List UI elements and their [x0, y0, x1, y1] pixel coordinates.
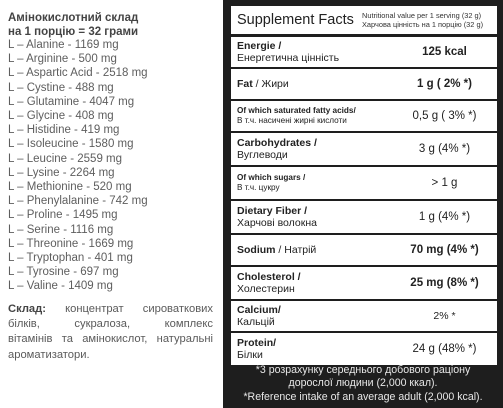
amino-acid-item: L – Valine - 1409 mg	[8, 280, 113, 293]
serving-line-ua: Харчова цінність на 1 порцію (32 g)	[362, 19, 484, 29]
row-name-ua: Енергетична цінність	[237, 52, 340, 64]
composition-line-2: білків, сукралоза, комплекс	[8, 318, 213, 331]
row-name-en: Carbohydrates /	[237, 137, 317, 149]
facts-row-sodium	[231, 235, 497, 267]
row-name-en: Of which sugars /	[237, 173, 306, 182]
row-value: 0,5 g ( 3% *)	[412, 110, 477, 122]
facts-row-energy	[231, 37, 497, 69]
facts-row-cholesterol	[231, 267, 497, 301]
facts-row-dietary-fiber	[231, 201, 497, 235]
row-name-ua: В т.ч. насичені жирні кислоти	[237, 116, 347, 125]
amino-acid-item: L – Alanine - 1169 mg	[8, 39, 119, 51]
facts-row-saturated-fat	[231, 101, 497, 133]
row-value: 1 g ( 2% *)	[417, 78, 472, 90]
composition-label: Склад:	[8, 303, 46, 315]
amino-acid-list	[8, 38, 148, 294]
row-name-ua: Вуглеводи	[237, 149, 288, 161]
amino-acid-item: L – Tyrosine - 697 mg	[8, 266, 119, 279]
supplement-facts-panel	[223, 0, 503, 408]
reference-notes	[227, 364, 499, 404]
amino-acid-item: L – Tryptophan - 401 mg	[8, 252, 133, 265]
composition-line-3: вітамінів та амінокислот, натуральні	[8, 333, 213, 346]
amino-acid-item: L – Glutamine - 4047 mg	[8, 95, 135, 108]
amino-acid-item: L – Methionine - 520 mg	[8, 181, 132, 194]
row-name-ua: / Жири	[252, 78, 289, 90]
note-ua-line-1: *3 розрахунку середнього добового раціону	[255, 364, 471, 376]
amino-acid-item: L – Lysine - 2264 mg	[8, 166, 115, 179]
amino-acid-item: L – Arginine - 500 mg	[8, 53, 117, 66]
amino-acid-section	[0, 0, 215, 408]
amino-acid-item: L – Phenylalanine - 742 mg	[8, 195, 148, 208]
row-name-en: Dietary Fiber /	[237, 205, 308, 217]
row-name-ua: Білки	[237, 349, 263, 361]
row-name-ua: Холестерин	[237, 283, 295, 295]
facts-title: Supplement Facts	[237, 12, 354, 28]
composition-line-1: концентрат сироваткових	[65, 303, 214, 315]
row-value: 1 g (4% *)	[418, 211, 471, 223]
supplement-facts-table	[231, 6, 497, 365]
row-value: > 1 g	[431, 177, 458, 189]
row-name-en: Calcium/	[237, 304, 281, 316]
note-ua-line-2: дорослої людини (2,000 ккал).	[288, 377, 438, 390]
serving-line-en: Nutritional value per 1 serving (32 g)	[362, 11, 482, 20]
row-value: 2% *	[433, 310, 456, 322]
amino-acid-title-line-2: на 1 порцію = 32 грами	[8, 26, 139, 38]
row-value: 125 kcal	[422, 46, 467, 58]
row-name-en: Cholesterol /	[237, 271, 301, 283]
row-name-en: Protein/	[237, 337, 277, 349]
facts-header	[231, 6, 497, 37]
amino-acid-item: L – Aspartic Acid - 2518 mg	[8, 67, 148, 80]
composition-text	[8, 302, 213, 363]
amino-acid-item: L – Proline - 1495 mg	[8, 209, 118, 222]
amino-acid-item: L – Leucine - 2559 mg	[8, 152, 123, 165]
row-name-ua: В т.ч. цукру	[237, 183, 280, 192]
amino-acid-title-line-1: Амінокислотний склад	[8, 12, 139, 24]
serving-info	[362, 12, 496, 29]
row-value: 25 mg (8% *)	[410, 277, 479, 289]
row-name-ua: / Натрій	[275, 244, 317, 256]
note-en: *Reference intake of an average adult (2,000 kcal).	[243, 390, 483, 403]
row-name-ua: Кальцій	[237, 316, 275, 328]
row-name-en: Fat	[237, 78, 253, 90]
row-value: 24 g (48% *)	[412, 343, 477, 355]
row-value: 70 mg (4% *)	[410, 244, 479, 256]
amino-acid-item: L – Serine - 1116 mg	[8, 223, 114, 236]
row-value: 3 g (4% *)	[418, 143, 471, 155]
amino-acid-item: L – Glycine - 408 mg	[8, 110, 114, 123]
amino-acid-title	[8, 11, 138, 39]
facts-row-protein	[231, 333, 497, 365]
facts-row-sugars	[231, 167, 497, 201]
row-name-en: Energie /	[237, 40, 282, 52]
facts-row-calcium	[231, 301, 497, 333]
amino-acid-item: L – Threonine - 1669 mg	[8, 237, 134, 250]
composition-line-4: ароматизатори.	[8, 348, 90, 361]
amino-acid-item: L – Isoleucine - 1580 mg	[8, 138, 134, 151]
facts-row-carbohydrates	[231, 133, 497, 167]
row-name-en: Of which saturated fatty acids/	[237, 106, 356, 115]
row-name-ua: Харчові волокна	[237, 217, 317, 229]
facts-row-fat	[231, 69, 497, 101]
row-name-en: Sodium	[237, 244, 276, 256]
amino-acid-item: L – Histidine - 419 mg	[8, 124, 120, 137]
amino-acid-item: L – Cystine - 488 mg	[8, 81, 114, 94]
